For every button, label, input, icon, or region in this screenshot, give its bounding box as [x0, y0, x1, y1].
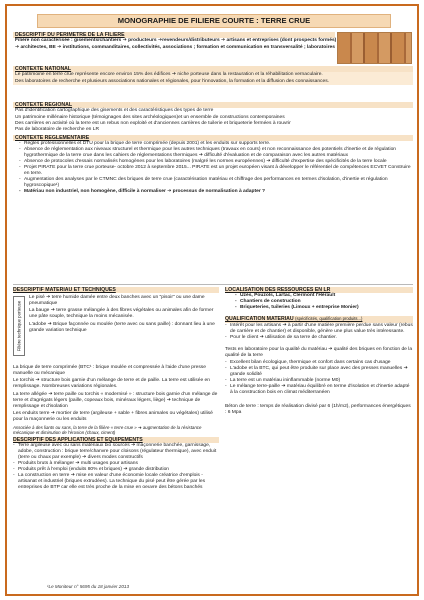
localisation-item: - Briqueteries, tuileries (Limoux + entreprise Monier)	[235, 305, 413, 311]
regional-item: Pas de laboratoire de recherche en LR	[15, 126, 100, 132]
heading-reglementaire: CONTEXTE REGLEMENTAIRE	[13, 135, 413, 141]
qualification-item-2: - Le mélange terre-paille ➔ matériau équilibré en terme d'isolation et d'inertie adapté à la construction bois en climat méditerranéen	[225, 384, 413, 396]
reglementaire-item: - Absence de protocoles d'essais normalisés homogènes pour les laboratoires (malgré les normes européennes) ➔ difficulté d'expertise des spécificités de la terre locale	[19, 159, 413, 165]
qualification-item-2: - Excellent bilan écologique, thermique et confort dans certains cas d'usage	[225, 360, 413, 366]
application-item: - La construction en terre ➔ mise en valeur d'une économie locale créatrice d'emplois - artisanat et industriel (briques extrudées). La technique du pisé peut être gérée par les entreprises de BTP car elle est très proche de la mise en oeuvre des bétons banchés	[13, 473, 219, 491]
reglementaire-item: - Absence de réglementation aux niveaux structurel et thermique pour les autres techniques (travaux en cours) et non reconnaissance des potentiels d'inertie et de régulation hygrothermique de la terre crue dans les cahiers de réglementations thermiques ➔ difficulté d'évaluation et de comparaison avec les autres matériaux	[19, 147, 413, 159]
heading-national: CONTEXTE NATIONAL	[13, 66, 413, 72]
qualification-item-2: - L'adobe et la BTC, qui peut être produite sur place avec des presses manuelles ➔ grande solidité	[225, 366, 413, 378]
text-adobe: L'adobe ➔ Brique façonnée ou moulée (terre avec ou sans paille) : donnant lieu à une grande variation technique	[29, 321, 215, 333]
localisation-item: - Chantiers de construction	[235, 299, 413, 305]
application-item: - Terre argileuse avec ou sans matériaux bio sourcés ➔ maçonnerie banchée, garnissage, adobe, construction : brique terre/chanvre pour cloisons (régulateur thermique), avec enduit (terre ou chaux par exemple) ➔ divers modes constructifs	[13, 443, 219, 461]
text-btc: La brique de terre comprimée (BTC¹ : brique moulée et compressée à l'aide d'une presse manuelle ou mécanique	[13, 365, 206, 376]
qualification-item: - Intérêt pour les artisans ➔ à partir d'une matière première perdue sans valeur (rebus de carrière et de chantier) et disponible, génère une plus value très intéressante.	[225, 323, 413, 335]
vertical-tag-label: Filière technique porteuse	[16, 300, 22, 352]
right-column	[225, 287, 413, 577]
text-note: Associée à des liants ou sans, la terre de la filière « terre crue » ➔ augmentation de la résistance mécanique et diminution de l'érosion (chaux, ciment)	[13, 424, 202, 435]
footnote: ¹Le Moniteur n° 5695 du 18 janvier 2013	[47, 584, 130, 589]
text-pise: Le pisé ➔ terre humide damée entre deux banches avec un "pisoir" ou une dame pneumatique	[29, 295, 205, 306]
application-item: - Produits bruts à mélanger ➔ multi usages pour artisans	[13, 461, 219, 467]
text-enduits: Les enduits terre ➔ mortier de terre (argileuse + sable + fibres animales ou végétales) utilisé pour la maçonnerie ou les enduits	[13, 411, 213, 423]
text-beton: Béton de terre : temps de réalisation divisé par 6 (1h/m2), performances énergétiques : 6 Mpa	[225, 404, 411, 416]
text-national-1: Le patrimoine en terre crue représente encore environ 15% des édifices ➔ niche porteuse dans la restauration et la réhabilitation vernaculaire.	[13, 72, 413, 78]
application-item: - Produits prêt à l'emploi (enduits 80% et briques) ➔ grande distribution	[13, 467, 219, 473]
section-reglementaire	[13, 135, 413, 195]
heading-regional: CONTEXTE REGIONAL	[13, 102, 413, 108]
text-terre-allegee: La terre allégée ➔ terre paille ou torchis « modernisé » : structure bois garnie d'un mélange de terre et d'agrégats légers (paille, copeaux bois, minéraux légers, liège) ➔ technique de remplissage et d'isolation	[13, 391, 218, 409]
page-frame	[5, 4, 419, 596]
left-column	[13, 287, 219, 577]
text-perimetre: Filière non caractérisée : gisements/chantiers ➔ producteurs ➔revendeurs/distributeurs ➔ artisans et entreprises (dont prospects formés) ➔ architectes, BE ➔ institutions, commanditaires, collectivités, associations ; formation et communication en transversalité ; laboratoires	[15, 38, 337, 50]
reglementaire-item: - Règles professionnelles et DTU pour la brique de terre comprimée (depuis 2001) et les enduits sur supports terre.	[19, 141, 413, 147]
regional-item: Pas d'identification cartographique des gisements et des caractéristiques des types de terre	[15, 108, 214, 114]
heading-qualification-label: QUALIFICATION MATERIAU	[225, 316, 294, 323]
heading-applications: DESCRIPTIF DES APPLICATIONS ET EQUIPEMENTS	[13, 437, 219, 443]
qualification-item-2: - La terre est un matériau ininflammable (norme M0)	[225, 378, 413, 384]
section-regional	[13, 102, 413, 133]
localisation-item: - Uzès, Pouzols, Lartac, Clermont l'Hérault	[235, 293, 413, 299]
text-torchis: Le torchis ➔ structure bois garnie d'un mélange de terre et de paille. La terre est utilisée en remplissage. Nombreuses variations régionales.	[13, 378, 210, 390]
section-national	[13, 66, 413, 85]
text-tests: Tests en laboratoire pour la qualité du matériau ➔ qualité des briques en fonction de la qualité de la terre	[225, 346, 413, 358]
text-bauge: La bauge ➔ terre grasse mélangée à des fibres végétales ou animales afin de former une pâte souple, technique la moins mécanisée.	[29, 308, 214, 320]
vertical-tag	[13, 296, 25, 356]
reglementaire-item: - Augmentation des analyses par le CTMNC des briques de terre crue (caractérisation matériau et chiffrage des performances en termes d'isolation, d'inertie et régulation hygroscopique¹)	[19, 177, 413, 189]
regional-item: Des carrières en activité où la terre est un rebus non exploité et d'anciennes carrières de tuilerie et briqueterie fermées à rouvrir	[15, 120, 291, 126]
reglementaire-item: - Matériau non industriel, non homogène, difficile à normaliser ➔ processus de normalisation à adapter ?	[19, 189, 413, 195]
heading-materiau: DESCRIPTIF MATERIAU ET TECHNIQUES	[13, 287, 219, 293]
divider	[13, 284, 413, 285]
text-national-2: Des laboratoires de recherche et plusieurs associations nationales et régionales, pour l'innovation, la formation et la diffusion des connaissances.	[13, 79, 413, 85]
heading-perimetre: DESCRIPTIF DU PERIMETRE DE LA FILIERE	[13, 32, 335, 38]
regional-item: Un patrimoine millénaire historique (témoignages des sites archéologiques)et un ensemble de constructions contemporaines	[15, 114, 285, 120]
qualification-item: - Pour le client ➔ utilisation de sa terre de chantier.	[225, 335, 413, 341]
terre-crue-bricks-photo	[337, 32, 412, 64]
reglementaire-item: - Projet PIRATE pour la terre crue porteuse- octobre 2012 à septembre 2015... PIRATE est un projet européen visant à développer le référentiel de compétences ECVET Construire en terre.	[19, 165, 413, 177]
heading-localisation: LOCALISATION DES RESSOURCES EN LR	[225, 287, 413, 293]
page-title: MONOGRAPHIE DE FILIERE COURTE : TERRE CRUE	[37, 14, 391, 28]
heading-qualification-note: (spécificités, qualification produits...)	[295, 316, 363, 322]
